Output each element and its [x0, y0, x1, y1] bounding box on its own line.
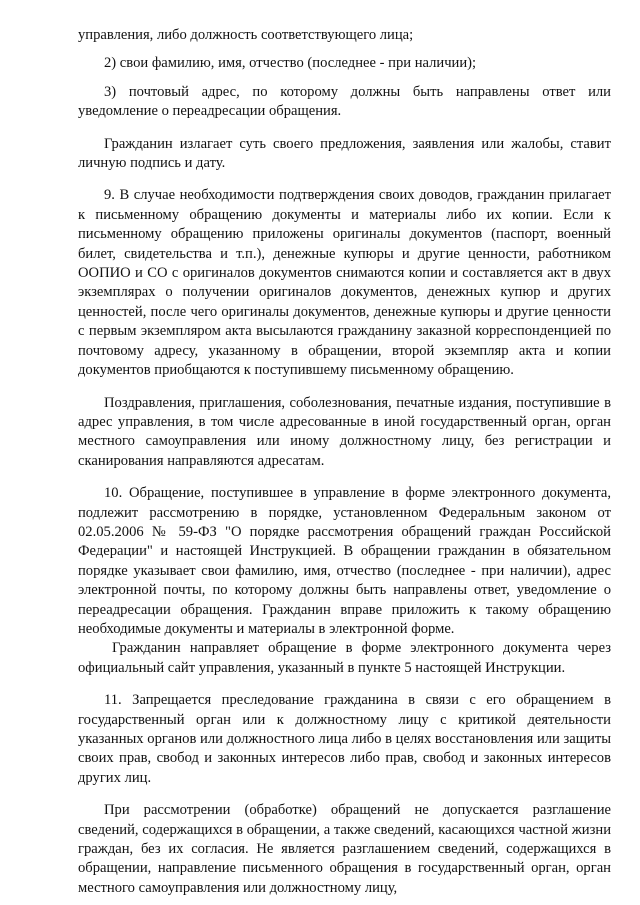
paragraph-clause-11: 11. Запрещается преследование гражданина в связи с его обращением в государственный орган или к должностному лицу с критикой деятельности указанных органов или должностного лица либо в целях восстановления или защиты своих прав, свобод и законных интересов либо прав, свобод и законных интересов других лиц.	[78, 692, 611, 786]
paragraph-electronic-submission: Гражданин направляет обращение в форме электронного документа через официальный сайт управления, указанный в пункте 5 настоящей Инструкции.	[78, 640, 611, 676]
paragraph-item-2: 2) свои фамилию, имя, отчество (последнее - при наличии);	[104, 55, 477, 72]
paragraph-confidentiality: При рассмотрении (обработке) обращений не допускается разглашение сведений, содержащихся в обращении, а также сведений, касающихся частной жизни граждан, без их согласия. Не является разглашением сведений, содержащихся в обращении, направление письменного обращения в государственный орган, орган местного самоуправления или должностному лицу,	[78, 802, 611, 896]
paragraph-clause-10: 10. Обращение, поступившее в управление в форме электронного документа, подлежит рассмотрению в порядке, установленном Федеральным законом от 02.05.2006 № 59-ФЗ "О порядке рассмотрения обращений граждан Российской Федерации" и настоящей Инструкцией. В обращении гражданин в обязательном порядке указывает свои фамилию, имя, отчество (последнее - при наличии), адрес электронной почты, по которому должны быть направлены ответ, уведомление о переадресации обращения. Гражданин вправе приложить к такому обращению необходимые документы и материалы в электронной форме.	[78, 485, 611, 637]
document-page	[78, 26, 611, 898]
paragraph-item-3: 3) почтовый адрес, по которому должны быть направлены ответ или уведомление о переадресации обращения.	[78, 83, 611, 120]
paragraph-signature: Гражданин излагает суть своего предложения, заявления или жалобы, ставит личную подпись и дату.	[78, 135, 611, 172]
paragraph-greetings: Поздравления, приглашения, соболезнования, печатные издания, поступившие в адрес управления, в том числе адресованные в иной государственный орган, орган местного самоуправления или иному должностному лицу, без регистрации и сканирования направляются адресатам.	[78, 394, 611, 469]
paragraph-clause-9: 9. В случае необходимости подтверждения своих доводов, гражданин прилагает к письменному обращению документы и материалы либо их копии. Если к письменному обращению приложены оригиналы документов (паспорт, военный билет, свидетельства и т.п.), денежные купюры и другие ценности, работником ООПИО и СО с оригиналов документов снимаются копии и составляется акт в двух экземплярах о получении оригиналов документов, денежных купюр и других ценностей, после чего оригиналы документов, денежные купюры и другие ценности с первым экземпляром акта высылаются гражданину заказной корреспонденцией по почтовому адресу, указанному в обращении, второй экземпляр акта и копии документов приобщаются к поступившему письменному обращению.	[78, 187, 611, 379]
paragraph-continuation: управления, либо должность соответствующего лица;	[78, 27, 414, 43]
